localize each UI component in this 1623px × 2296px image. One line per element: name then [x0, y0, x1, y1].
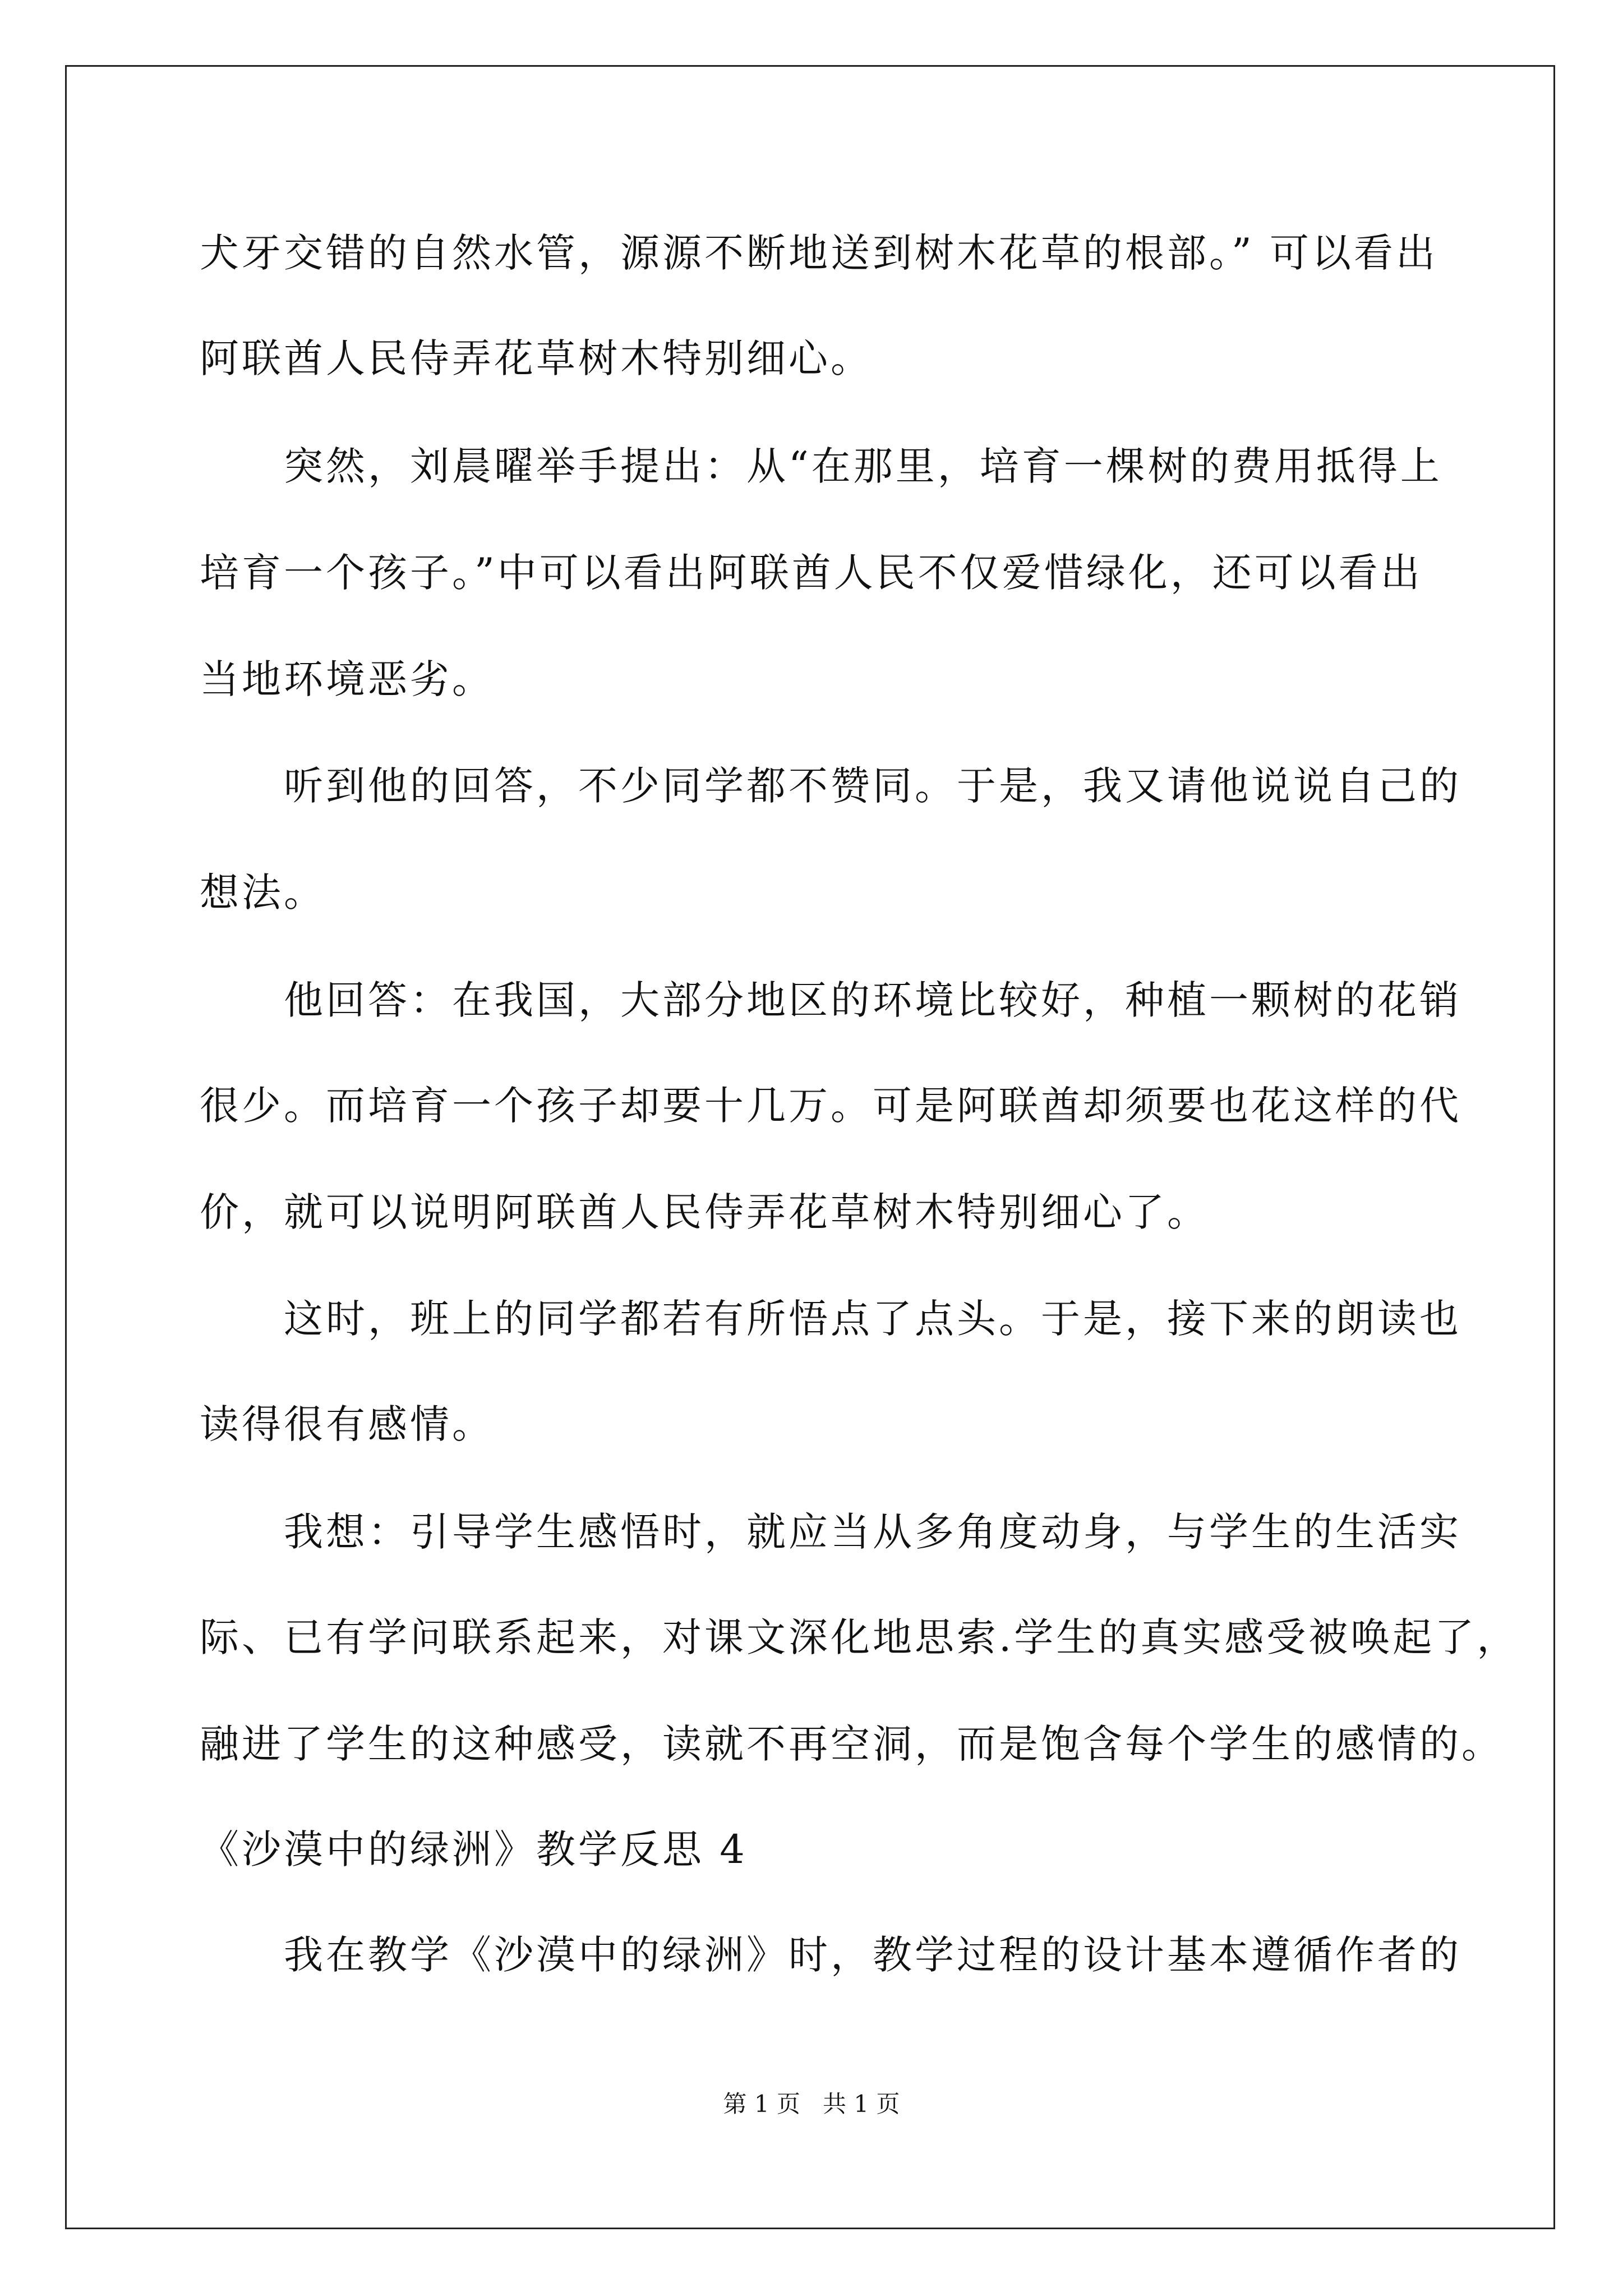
paragraph-start: 突然，刘晨曜举手提出：从“在那里，培育一棵树的费用抵得上 — [284, 443, 1442, 489]
text-line: 读得很有感情。 — [200, 1401, 494, 1447]
paragraph-start: 我在教学《沙漠中的绿洲》时，教学过程的设计基本遵循作者的 — [284, 1932, 1461, 1978]
text-line: 想法。 — [200, 869, 326, 915]
paragraph-start: 他回答：在我国，大部分地区的环境比较好，种植一颗树的花销 — [284, 977, 1461, 1023]
page-border — [65, 65, 1555, 2229]
text-line: 价，就可以说明阿联酋人民侍弄花草树木特别细心了。 — [200, 1189, 1209, 1235]
text-line: 培育一个孩子。”中可以看出阿联酋人民不仅爱惜绿化，还可以看出 — [200, 550, 1423, 596]
paragraph-start: 我想：引导学生感悟时，就应当从多角度动身，与学生的生活实 — [284, 1509, 1461, 1555]
paragraph-start: 这时，班上的同学都若有所悟点了点头。于是，接下来的朗读也 — [284, 1296, 1461, 1342]
page-footer: 第 1 页 共 1 页 — [723, 2090, 900, 2118]
text-line: 融进了学生的这种感受，读就不再空洞，而是饱含每个学生的感情的。 — [200, 1721, 1504, 1767]
paragraph-start: 听到他的回答，不少同学都不赞同。于是，我又请他说说自己的 — [284, 763, 1461, 809]
section-heading: 《沙漠中的绿洲》教学反思 4 — [200, 1826, 748, 1872]
text-line: 当地环境恶劣。 — [200, 656, 494, 702]
text-line: 际、已有学问联系起来，对课文深化地思索.学生的真实感受被唤起了， — [200, 1614, 1519, 1660]
text-line: 很少。而培育一个孩子却要十几万。可是阿联酋却须要也花这样的代 — [200, 1083, 1461, 1129]
text-line: 犬牙交错的自然水管，源源不断地送到树木花草的根部。” 可以看出 — [200, 230, 1438, 276]
text-line: 阿联酋人民侍弄花草树木特别细心。 — [200, 335, 873, 381]
